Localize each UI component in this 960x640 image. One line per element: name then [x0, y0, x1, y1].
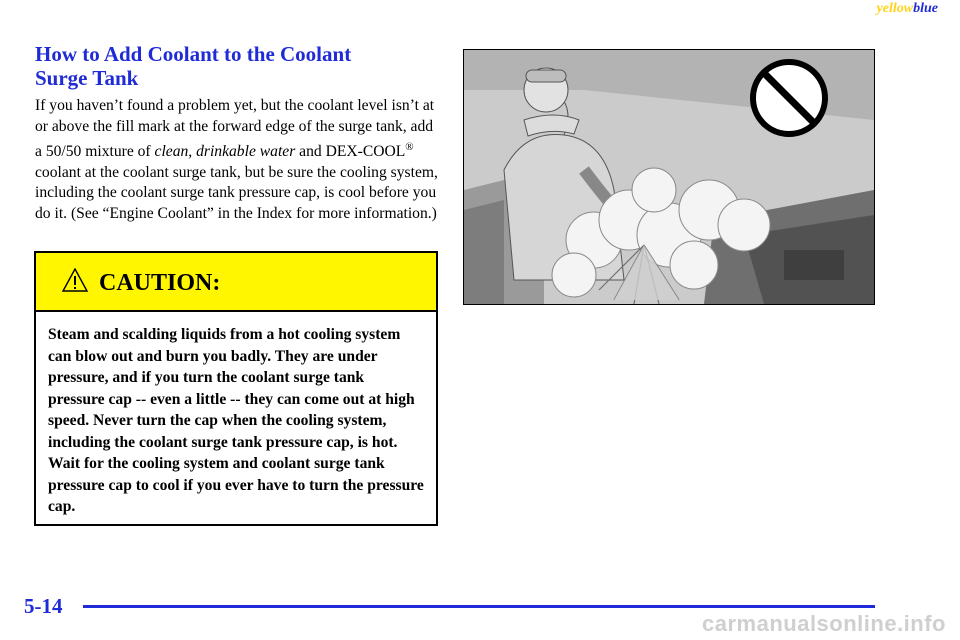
watermark: carmanualsonline.info — [702, 611, 946, 636]
color-tag-blue: blue — [913, 1, 938, 16]
section-title-line2: Surge Tank — [35, 66, 139, 90]
color-tag-yellow: yellow — [876, 1, 914, 16]
prohibited-icon — [753, 62, 825, 134]
illustration-drawing — [464, 50, 874, 304]
intro-text-part1: If you haven’t found a problem yet, but the coolant level isn’t at or above the fill mark at the forward edge of the surge tank, add a 50/50 mixture of — [35, 97, 435, 161]
section-title — [35, 42, 435, 90]
intro-text-part2: and DEX-COOL — [295, 143, 406, 161]
warning-triangle-icon — [62, 268, 88, 292]
intro-text-part3: coolant at the coolant surge tank, but be sure the cooling system, including the coolant surge tank pressure cap, is cool before you do it. (See “Engine Coolant” in the Index for more information.) — [35, 163, 438, 222]
caution-box — [34, 251, 438, 526]
caution-body — [36, 312, 436, 518]
caution-text: Steam and scalding liquids from a hot cooling system can blow out and burn you badly. They are under pressure, and if you turn the coolant surge tank pressure cap -- even a little -- they can come out at high speed. Never turn the cap when the cooling system, including the coolant surge tank pressure cap, is hot. Wait for the cooling system and coolant surge tank pressure cap to cool if you ever have to turn the pressure cap. — [48, 326, 424, 515]
page-number: 5-14 — [24, 594, 63, 618]
caution-label: CAUTION: — [99, 270, 221, 296]
color-tag — [877, 1, 938, 17]
intro-paragraph — [35, 96, 443, 224]
steam-warning-illustration — [463, 49, 875, 305]
page-rule-divider — [83, 605, 875, 608]
registered-mark: ® — [405, 141, 414, 153]
section-title-line1: How to Add Coolant to the Coolant — [35, 42, 352, 66]
intro-italic-text: clean, drinkable water — [154, 143, 296, 161]
caution-header — [36, 253, 436, 312]
